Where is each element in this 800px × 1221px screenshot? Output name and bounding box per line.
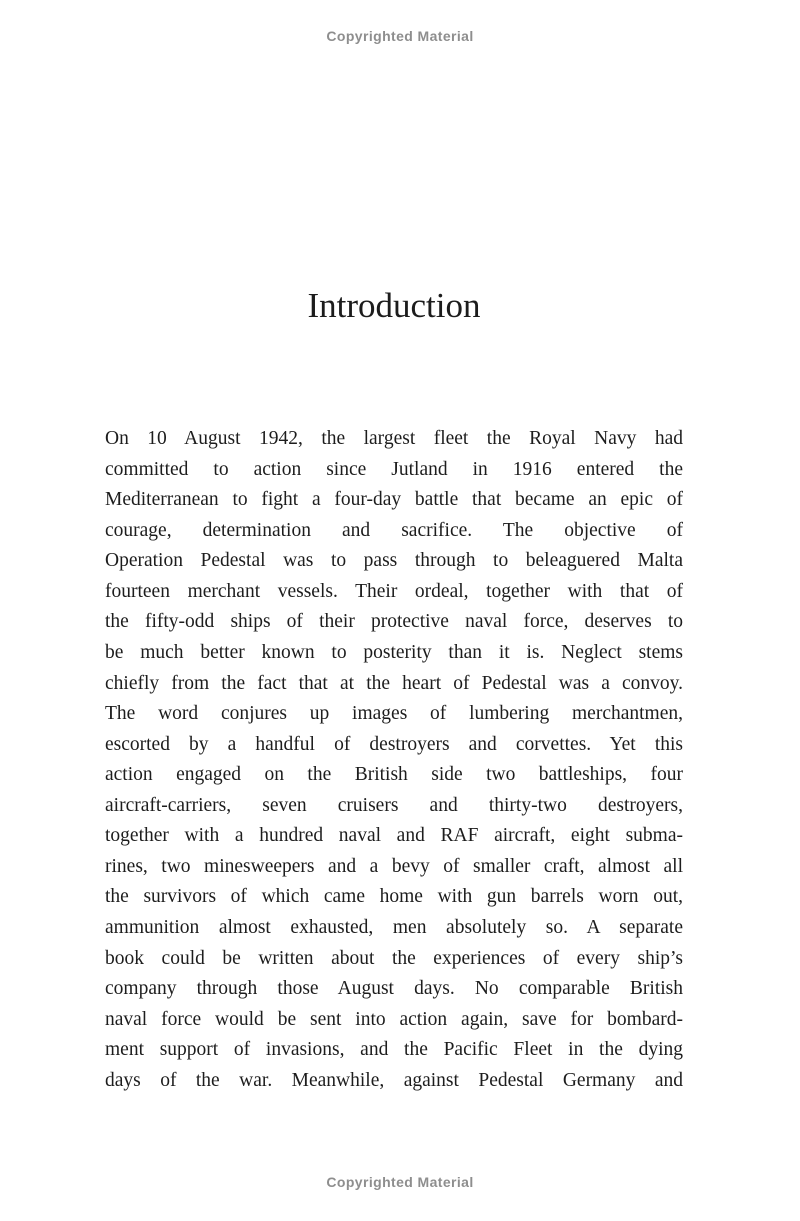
body-line: Mediterranean to fight a four-day battle that became an epic of bbox=[105, 489, 683, 511]
body-line: fourteen merchant vessels. Their ordeal, together with that of bbox=[105, 580, 683, 602]
body-line: escorted by a handful of destroyers and corvettes. Yet this bbox=[105, 733, 683, 755]
copyright-notice-bottom: Copyrighted Material bbox=[326, 1174, 474, 1190]
body-line: naval force would be sent into action again, save for bombard- bbox=[105, 1008, 683, 1030]
body-line: committed to action since Jutland in 1916 entered the bbox=[105, 458, 683, 480]
body-paragraph bbox=[105, 424, 683, 1096]
body-line: the fifty-odd ships of their protective naval force, deserves to bbox=[105, 611, 683, 633]
copyright-notice-top: Copyrighted Material bbox=[326, 28, 474, 44]
body-line: together with a hundred naval and RAF aircraft, eight subma- bbox=[105, 825, 683, 847]
body-line: ment support of invasions, and the Pacific Fleet in the dying bbox=[105, 1039, 683, 1061]
body-line: the survivors of which came home with gun barrels worn out, bbox=[105, 886, 683, 908]
body-line: On 10 August 1942, the largest fleet the Royal Navy had bbox=[105, 428, 683, 449]
body-line: days of the war. Meanwhile, against Pedestal Germany and bbox=[105, 1069, 683, 1091]
body-line: aircraft-carriers, seven cruisers and thirty-two destroyers, bbox=[105, 794, 683, 816]
body-line: Operation Pedestal was to pass through to beleaguered Malta bbox=[105, 550, 683, 572]
body-line: be much better known to posterity than it is. Neglect stems bbox=[105, 641, 683, 663]
body-line: rines, two minesweepers and a bevy of smaller craft, almost all bbox=[105, 855, 683, 877]
body-line: company through those August days. No comparable British bbox=[105, 978, 683, 1000]
body-line: book could be written about the experiences of every ship’s bbox=[105, 947, 683, 969]
body-line: action engaged on the British side two battleships, four bbox=[105, 764, 683, 786]
chapter-title: Introduction bbox=[307, 286, 481, 325]
body-line: chiefly from the fact that at the heart of Pedestal was a convoy. bbox=[105, 672, 683, 694]
body-line: The word conjures up images of lumbering merchantmen, bbox=[105, 703, 683, 725]
body-line: ammunition almost exhausted, men absolutely so. A separate bbox=[105, 917, 683, 938]
body-line: courage, determination and sacrifice. The objective of bbox=[105, 519, 683, 541]
